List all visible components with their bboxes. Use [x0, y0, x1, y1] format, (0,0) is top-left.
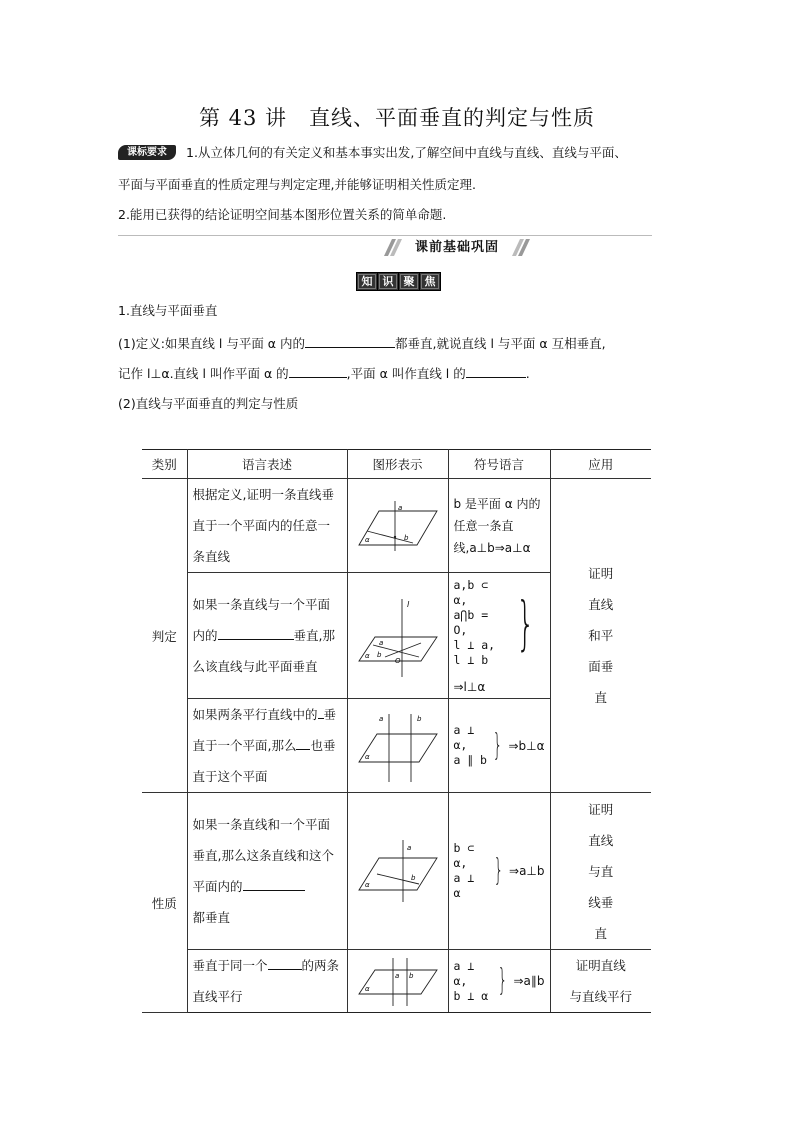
svg-text:a: a: [397, 503, 402, 512]
svg-text:α: α: [364, 752, 370, 761]
section-banner: 课前基础巩固: [414, 240, 499, 255]
table-row: [142, 793, 651, 950]
svg-text:b: b: [403, 533, 408, 542]
table-row: [142, 950, 651, 1013]
blank-5: [243, 877, 305, 891]
svg-text:a: a: [394, 972, 399, 980]
definition-line-2: 记作 l⊥α.直线 l 叫作平面 α 的 ,平面 α 叫作直线 l 的 .: [118, 366, 530, 381]
lang-cell: 垂直于同一个 的两条直线平行: [187, 950, 347, 1013]
header-symbol: 符号语言: [448, 450, 550, 479]
symbol-cell: a ⊥ α, b ⊥ α } ⇒a∥b: [448, 950, 550, 1013]
perpendicular-table: [142, 449, 651, 1013]
figure-cell: [347, 793, 448, 950]
brace-icon: }: [493, 727, 503, 763]
svg-text:a: a: [406, 844, 411, 852]
category-judge: 判定: [142, 479, 187, 793]
svg-text:α: α: [364, 985, 370, 993]
figure-cell: [347, 699, 448, 793]
blank-3: [466, 364, 526, 378]
svg-text:α: α: [364, 651, 370, 660]
symbol-cell: b 是平面 α 内的任意一条直线,a⊥b⇒a⊥α: [448, 479, 550, 573]
knowledge-tag-3: 聚: [398, 272, 420, 291]
svg-text:α: α: [364, 881, 370, 889]
lang-cell: 如果一条直线和一个平面垂直,那么这条直线和这个平面内的 都垂直: [187, 793, 347, 950]
category-property: 性质: [142, 793, 187, 1013]
brace-icon: }: [515, 588, 535, 657]
lang-cell: 如果一条直线与一个平面内的 垂直,那么该直线与此平面垂直: [187, 573, 347, 699]
blank-6: [268, 956, 302, 970]
svg-text:b: b: [408, 972, 413, 980]
application-property-2: 证明直线 与直线平行: [550, 950, 651, 1013]
requirement-badge: 课标要求: [118, 145, 176, 160]
svg-text:a: a: [378, 638, 383, 647]
header-language: 语言表述: [187, 450, 347, 479]
table-header-row: [142, 450, 651, 479]
header-application: 应用: [550, 450, 651, 479]
knowledge-tag-2: 识: [377, 272, 399, 291]
svg-text:a: a: [378, 714, 383, 723]
knowledge-tag-1: 知: [356, 272, 378, 291]
svg-text:b: b: [410, 874, 415, 882]
header-figure: 图形表示: [347, 450, 448, 479]
symbol-cell: b ⊂ α, a ⊥ α } ⇒a⊥b: [448, 793, 550, 950]
figure-plane-two-lines: [355, 593, 441, 679]
lang-cell: 根据定义,证明一条直线垂直于一个平面内的任意一条直线: [187, 479, 347, 573]
blank-2: [289, 364, 347, 378]
lang-cell: 如果两条平行直线中的 垂直于一个平面,那么 也垂直于这个平面: [187, 699, 347, 793]
header-category: 类别: [142, 450, 187, 479]
subheading-2: (2)直线与平面垂直的判定与性质: [118, 396, 299, 411]
req-line-1: 1.从立体几何的有关定义和基本事实出发,了解空间中直线与直线、直线与平面、: [186, 145, 627, 160]
section-heading: 1.直线与平面垂直: [118, 303, 218, 318]
symbol-cell: a,b ⊂ α, a⋂b = O, l ⊥ a, l ⊥ b } ⇒l⊥α: [448, 573, 550, 699]
figure-plane-line: [355, 499, 441, 553]
page-title: 第 43 讲 直线、平面垂直的判定与性质: [198, 106, 596, 130]
figure-line-perp-plane: [355, 838, 441, 904]
figure-two-lines-perp-plane: [355, 954, 441, 1008]
brace-icon: }: [493, 853, 504, 888]
svg-text:O: O: [394, 656, 401, 665]
definition-line-1: (1)定义:如果直线 l 与平面 α 内的 都垂直,就说直线 l 与平面 α 互相垂直,: [118, 336, 606, 351]
figure-cell: [347, 479, 448, 573]
application-property-1: 证明 直线 与直 线垂 直: [550, 793, 651, 950]
svg-text:b: b: [376, 650, 381, 659]
svg-text:α: α: [364, 535, 370, 544]
blank-1: [305, 334, 395, 348]
divider: [118, 235, 652, 236]
figure-cell: [347, 950, 448, 1013]
req-line-2: 平面与平面垂直的性质定理与判定定理,并能够证明相关性质定理.: [118, 177, 476, 192]
blank-4: [218, 626, 294, 640]
figure-cell: [347, 573, 448, 699]
req-line-3: 2.能用已获得的结论证明空间基本图形位置关系的简单命题.: [118, 207, 447, 222]
table-row: [142, 479, 651, 573]
svg-text:l: l: [406, 599, 409, 609]
figure-two-parallel-lines: [355, 708, 441, 784]
brace-icon: }: [498, 963, 508, 998]
application-judge: 证明 直线 和平 面垂 直: [550, 479, 651, 793]
svg-text:b: b: [416, 714, 421, 723]
symbol-cell: a ⊥ α, a ∥ b } ⇒b⊥α: [448, 699, 550, 793]
knowledge-tag-4: 焦: [419, 272, 441, 291]
